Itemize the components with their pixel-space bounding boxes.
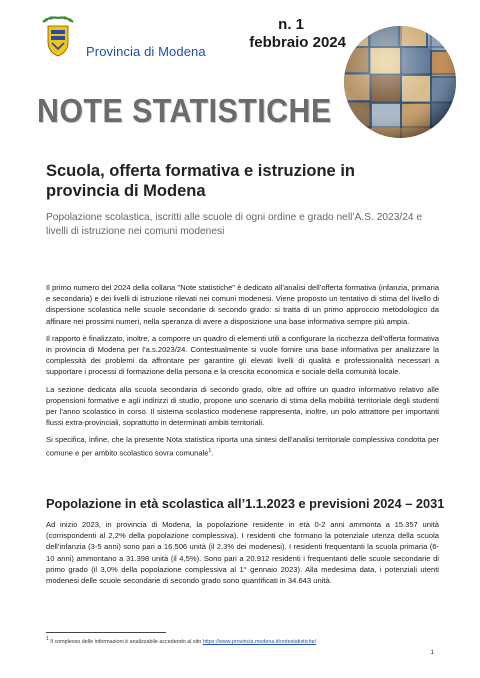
paragraph: Il primo numero del 2024 della collana "Note statistiche" è dedicato all’analisi dell’offerta formativa (infanzia, primaria e secondaria) e dei livelli di istruzione rilevati nei comuni modenesi. Viene proposto un tentativo di stima del livello di dispersione scolastica nelle scuole secondarie di secondo grado: si tratta di un primo approccio metodologico da affinare nei prossimi numeri, nella speranza di avere a disposizione una base informativa sempre più ampia. xyxy=(46,283,439,326)
logo-text: Provincia di Modena xyxy=(86,44,206,59)
intro-text xyxy=(46,282,439,464)
document-title: Scuola, offerta formativa e istruzione in provincia di Modena xyxy=(46,162,355,200)
footnote-text: Il complesso delle informazioni è analizzabile accedendo al sito xyxy=(50,638,202,645)
series-brand: NOTE STATISTICHE xyxy=(37,92,332,129)
issue-number: n. 1 xyxy=(278,16,304,33)
paragraph: Il rapporto è finalizzato, inoltre, a comporre un quadro di elementi utili a configurare la ricchezza dell’offerta formativa in provincia di Modena per l’a.s.2023/24. Contestualmente si vuole fornire una base informativa per analizzare la complessità dei problemi da affrontare per garantire gli elevati livelli di qualità e professionalità necessari a supportare i processi di formazione della persona e la crescita economica e sociale della comunità locale. xyxy=(46,333,439,377)
footnote-divider xyxy=(46,632,166,633)
footnote xyxy=(46,636,446,645)
paragraph: Si specifica, infine, che la presente Nota statistica riporta una sintesi dell’analisi territoriale complessiva condotta per comune e per ambito scolastico sovra comunale xyxy=(46,435,439,458)
paragraph-with-footnote: Si specifica, infine, che la presente Nota statistica riporta una sintesi dell’analisi territoriale complessiva condotta per comune e per ambito scolastico sovra comunale$^1$. xyxy=(46,435,439,458)
section-text xyxy=(46,519,439,586)
crest-icon xyxy=(40,14,76,58)
page-number: 1 xyxy=(430,649,434,656)
footnote-marker: 1 xyxy=(46,636,49,642)
photo-globe-image xyxy=(340,22,460,142)
paragraph: Ad inizio 2023, in provincia di Modena, la popolazione residente in età 0-2 anni ammonta a 15.357 unità (corrispondenti al 2,2% della popolazione complessiva). I residenti che formano la potenziale utenza della scuola dell’infanzia (3-5 anni) sono pari a 16.506 unità (il 2.3% dei modenesi). I residenti frequentanti la scuola primaria (6-10 anni) ammontano a 31.398 unità (il 4,5%). Sono pari a 20.912 residenti i frequentanti delle scuole secondarie di primo grado (il 3,0% della popolazione complessiva al 1° gennaio 2023). Alla medesima data, i potenziali utenti modenesi delle scuole secondarie di secondo grado sono quantificati in 34.643 unità. xyxy=(46,520,439,586)
footnote-reference[interactable]: 1 xyxy=(208,447,212,454)
section-heading: Popolazione in età scolastica all’1.1.2023 e previsioni 2024 – 2031 xyxy=(46,496,445,511)
document-subtitle: Popolazione scolastica, iscritti alle scuole di ogni ordine e grado nell’A.S. 2023/24 e livelli di istruzione nei comuni modenesi xyxy=(46,212,423,237)
paragraph: La sezione dedicata alla scuola secondaria di secondo grado, oltre ad offrire un quadro informativo relativo alle propensioni formative e agli indirizzi di studio, propone uno scenario di stima della mobilità territoriale degli studenti per l’anno scolastico in corso. Il sistema scolastico modenese rappresenta, inoltre, un polo attrattore per importanti flussi extra-provinciali, soprattutto in determinati ambiti territoriali. xyxy=(46,384,439,428)
issue-date: febbraio 2024 xyxy=(249,34,346,51)
footnote-link[interactable]: https://www.provincia.modena.it/notestatistiche/ xyxy=(202,638,317,645)
province-logo xyxy=(40,14,206,66)
